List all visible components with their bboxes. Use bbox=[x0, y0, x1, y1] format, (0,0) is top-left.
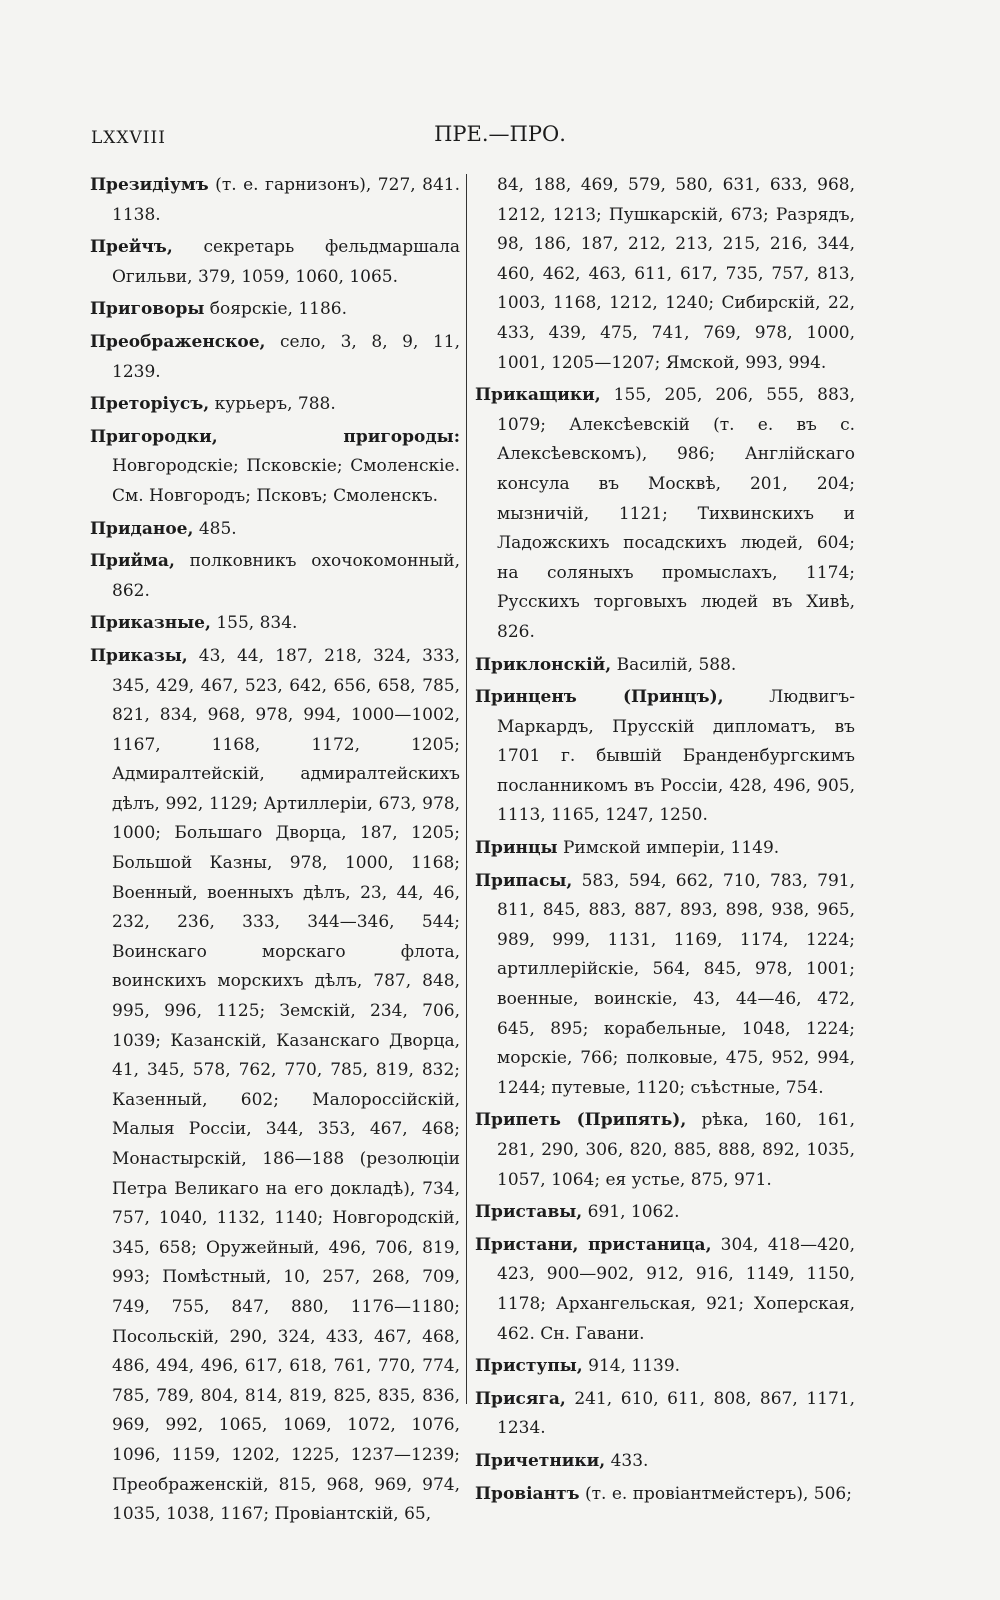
index-entry bbox=[475, 1447, 855, 1477]
entry-headword: Принценъ (Принцъ), bbox=[475, 687, 724, 708]
entry-headword: Провіантъ bbox=[475, 1483, 580, 1504]
page-number: LXXVIII bbox=[91, 128, 166, 148]
entry-headword: Причетники, bbox=[475, 1450, 606, 1471]
entry-headword: Пригородки, пригороды: bbox=[90, 426, 460, 447]
entry-headword: Президіумъ bbox=[90, 175, 209, 195]
entry-headword: Приговоры bbox=[90, 299, 205, 320]
index-entry bbox=[475, 1480, 855, 1510]
index-entry bbox=[90, 390, 460, 420]
entry-headword: Припасы, bbox=[475, 870, 573, 891]
left-column bbox=[90, 171, 460, 1533]
index-entry bbox=[90, 547, 460, 606]
entry-text: 914, 1139. bbox=[582, 1356, 681, 1377]
entry-headword: Приданое, bbox=[90, 518, 194, 539]
page-header bbox=[0, 118, 1000, 158]
right-column bbox=[475, 171, 855, 1512]
index-entry bbox=[90, 642, 460, 1530]
entry-text: 155, 205, 206, 555, 883, 1079; Алексѣевскій (т. е. въ с. Алексѣевскомъ), 986; Англійскаго консула въ Москвѣ, 201, 204; мызничій, 1121; Тихвинскихъ и Ладожскихъ посадскихъ людей, 604; на соляныхъ промыслахъ, 1174; Русскихъ торговыхъ людей въ Хивѣ, 826. bbox=[497, 385, 855, 642]
entry-headword: Припеть (Припять), bbox=[475, 1110, 687, 1131]
entry-headword: Приставы, bbox=[475, 1202, 583, 1223]
entry-text: 241, 610, 611, 808, 867, 1171, 1234. bbox=[497, 1388, 855, 1439]
entry-text: село, 3, 8, 9, 11, 1239. bbox=[112, 331, 460, 382]
entry-text: курьеръ, 788. bbox=[209, 394, 336, 415]
column-divider bbox=[466, 174, 467, 1404]
entry-headword: Принцы bbox=[475, 838, 558, 859]
index-entry bbox=[475, 683, 855, 831]
entry-text: Людвигъ-Маркардъ, Прусскій дипломатъ, въ 1701 г. бывшій Бранденбургскимъ посланникомъ въ Россіи, 428, 496, 905, 1113, 1165, 1247, 1250. bbox=[497, 687, 855, 826]
entry-text: секретарь фельдмаршала Огильви, 379, 1059, 1060, 1065. bbox=[112, 237, 460, 287]
entry-text: 583, 594, 662, 710, 783, 791, 811, 845, 883, 887, 893, 898, 938, 965, 989, 999, 1131, 1169, 1174, 1224; артиллерійскіе, 564, 845, 978, 1001; военные, воинскіе, 43, 44—46, 472, 645, 895; корабельные, 1048, 1224; морскіе, 766; полковые, 475, 952, 994, 1244; путевые, 1120; съѣстные, 754. bbox=[497, 870, 855, 1098]
entry-text: боярскіе, 1186. bbox=[204, 299, 347, 320]
entry-text: полковникъ охочокомонный, 862. bbox=[112, 551, 460, 601]
entry-headword: Преображенское, bbox=[90, 331, 266, 352]
index-entry bbox=[475, 1231, 855, 1349]
entry-text: рѣка, 160, 161, 281, 290, 306, 820, 885, 888, 892, 1035, 1057, 1064; ея устье, 875, 971. bbox=[497, 1110, 855, 1190]
index-entry bbox=[90, 171, 460, 230]
entry-headword: Прейчъ, bbox=[90, 237, 173, 258]
entry-headword: Приказные, bbox=[90, 613, 211, 634]
index-entry bbox=[475, 867, 855, 1104]
index-entry bbox=[90, 423, 460, 512]
entry-text: 433. bbox=[605, 1450, 649, 1471]
entry-text: Новгородскіе; Псковскіе; Смоленскіе. См. Новгородъ; Псковъ; Смоленскъ. bbox=[112, 456, 460, 506]
index-entry-continued bbox=[475, 171, 855, 378]
index-entry bbox=[475, 1106, 855, 1195]
entry-headword: Приступы, bbox=[475, 1356, 583, 1377]
entry-headword: Пристани, пристаница, bbox=[475, 1234, 712, 1255]
running-head: ПРЕ.—ПРО. bbox=[434, 122, 566, 146]
entry-headword: Прикащики, bbox=[475, 385, 601, 406]
index-entry bbox=[475, 381, 855, 647]
index-entry bbox=[475, 834, 855, 864]
entry-text: 43, 44, 187, 218, 324, 333, 345, 429, 467, 523, 642, 656, 658, 785, 821, 834, 968, 978, 994, 1000—1002, 1167, 1168, 1172, 1205; Адмиралтейскій, адмиралтейскихъ дѣлъ, 992, 1129; Артиллеріи, 673, 978, 1000; Большаго Дворца, 187, 1205; Большой Казны, 978, 1000, 1168; Военный, военныхъ дѣлъ, 23, 44, 46, 232, 236, 333, 344—346, 544; Воинскаго морскаго флота, воинскихъ морскихъ дѣлъ, 787, 848, 995, 996, 1125; Земскій, 234, 706, 1039; Казанскій, Казанскаго Дворца, 41, 345, 578, 762, 770, 785, 819, 832; Казенный, 602; Малороссійскій, Малыя Россіи, 344, 353, 467, 468; Монастырскій, 186—188 (резолюціи Петра Великаго на его докладѣ), 734, 757, 1040, 1132, 1140; Новгородскій, 345, 658; Оружейный, 496, 706, 819, 993; Помѣстный, 10, 257, 268, 709, 749, 755, 847, 880, 1176—1180; Посольскій, 290, 324, 433, 467, 468, 486, 494, 496, 617, 618, 761, 770, 774, 785, 789, 804, 814, 819, 825, 835, 836, 969, 992, 1065, 1069, 1072, 1076, 1096, 1159, 1202, 1225, 1237—1239; Преображенскій, 815, 968, 969, 974, 1035, 1038, 1167; Провіантскій, 65, bbox=[112, 645, 460, 1525]
index-entry bbox=[90, 295, 460, 325]
index-entry bbox=[90, 328, 460, 387]
entry-headword: Приказы, bbox=[90, 645, 188, 666]
entry-headword: Преторіусъ, bbox=[90, 394, 210, 415]
entry-text: 84, 188, 469, 579, 580, 631, 633, 968, 1212, 1213; Пушкарскій, 673; Разрядъ, 98, 186, 187, 212, 213, 215, 216, 344, 460, 462, 463, 611, 617, 735, 757, 813, 1003, 1168, 1212, 1240; Сибирскій, 22, 433, 439, 475, 741, 769, 978, 1000, 1001, 1205—1207; Ямской, 993, 994. bbox=[497, 175, 855, 373]
index-entry bbox=[475, 1352, 855, 1382]
entry-headword: Прийма, bbox=[90, 551, 175, 572]
entry-text: (т. е. провіантмейстеръ), 506; bbox=[579, 1483, 852, 1504]
index-entry bbox=[475, 1385, 855, 1444]
index-entry bbox=[90, 233, 460, 292]
index-entry bbox=[475, 1198, 855, 1228]
entry-headword: Присяга, bbox=[475, 1388, 566, 1409]
entry-text: 691, 1062. bbox=[582, 1202, 680, 1223]
index-entry bbox=[90, 609, 460, 639]
entry-text: 304, 418—420, 423, 900—902, 912, 916, 1149, 1150, 1178; Архангельская, 921; Хоперская, 462. Сн. Гавани. bbox=[497, 1234, 855, 1344]
entry-headword: Приклонскій, bbox=[475, 654, 612, 675]
entry-text: 485. bbox=[193, 518, 237, 539]
entry-text: (т. е. гарнизонъ), 727, 841. 1138. bbox=[112, 175, 460, 225]
index-entry bbox=[90, 515, 460, 545]
entry-text: Римской имперіи, 1149. bbox=[557, 838, 780, 859]
entry-text: 155, 834. bbox=[210, 613, 298, 634]
index-entry bbox=[475, 651, 855, 681]
entry-text: Василій, 588. bbox=[611, 654, 737, 675]
